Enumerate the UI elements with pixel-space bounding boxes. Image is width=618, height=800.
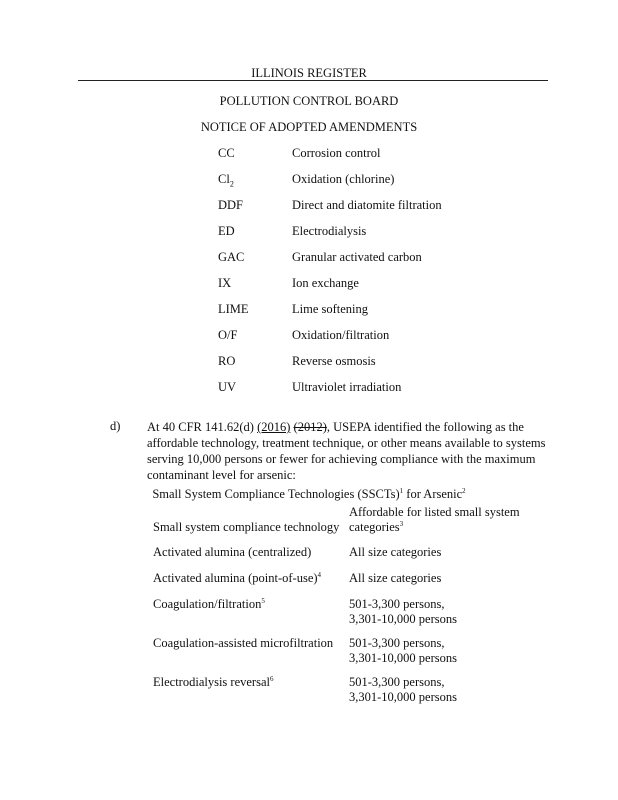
abbr-definition: Granular activated carbon [292, 250, 422, 264]
abbr-definition: Lime softening [292, 302, 369, 316]
header-rule [78, 80, 548, 81]
footnote-ref: 3 [399, 519, 404, 528]
abbr-definition: Oxidation (chlorine) [292, 172, 395, 186]
footnote-ref: 4 [317, 570, 322, 579]
abbr-term: UV [218, 380, 237, 394]
register-title: ILLINOIS REGISTER [251, 66, 367, 80]
abbr-definition: Oxidation/filtration [292, 328, 390, 342]
size-categories: 501-3,300 persons, 3,301-10,000 persons [349, 597, 457, 626]
abbr-definition: Ion exchange [292, 276, 359, 290]
abbr-definition: Electrodialysis [292, 224, 367, 238]
board-title: POLLUTION CONTROL BOARD [219, 94, 399, 108]
footnote-ref: 2 [462, 486, 466, 495]
technology-name: Activated alumina (centralized) [153, 545, 312, 559]
technology-name: Coagulation/filtration$^5$ [153, 596, 265, 611]
deleted-text: (2012) [293, 420, 327, 434]
size-categories: 501-3,300 persons, 3,301-10,000 persons [349, 636, 457, 665]
abbr-definition: Corrosion control [292, 146, 381, 160]
abbr-term: RO [218, 354, 236, 368]
abbr-term: CC [218, 146, 235, 160]
abbr-definition: Direct and diatomite filtration [292, 198, 442, 212]
size-categories: All size categories [349, 545, 442, 559]
abbr-term: O/F [218, 328, 238, 342]
inserted-text: (2016) [257, 420, 291, 434]
notice-title: NOTICE OF ADOPTED AMENDMENTS [200, 120, 418, 134]
technology-name: Electrodialysis reversal$^6$ [153, 674, 274, 689]
abbr-term: IX [218, 276, 232, 290]
abbr-term: ED [218, 224, 235, 238]
column-header-categories: Affordable for listed small system categories$^3$ [349, 505, 520, 534]
abbr-term: LIME [218, 302, 249, 316]
footnote-ref: 1 [399, 486, 404, 495]
abbr-term: GAC [218, 250, 245, 264]
column-header-technology: Small system compliance technology [153, 520, 340, 534]
size-categories: All size categories [349, 571, 442, 585]
size-categories: 501-3,300 persons, 3,301-10,000 persons [349, 675, 457, 704]
abbr-term: DDF [218, 198, 244, 212]
abbr-term: $Cl_2$ [218, 172, 234, 189]
paragraph-label: d) [110, 419, 121, 433]
technology-name: Activated alumina (point-of-use)$^4$ [153, 570, 322, 585]
footnote-ref: 6 [269, 674, 274, 683]
abbr-subscript: 2 [229, 179, 234, 189]
paragraph-d-text: At 40 CFR 141.62(d) (2016) (2012), USEPA identified the following as the affordable technology, treatment technique, or other means available to systems serving 10,000 persons or fewer for achieving compliance with the maximum contaminant level for arsenic: [147, 420, 546, 482]
footnote-ref: 5 [261, 596, 265, 605]
technology-name: Coagulation-assisted microfiltration [153, 636, 334, 650]
abbr-definition: Reverse osmosis [292, 354, 376, 368]
table-title: Small System Compliance Technologies (SSCTs)$^1$ for Arsenic$^2$ [152, 486, 466, 501]
abbr-definition: Ultraviolet irradiation [292, 380, 402, 394]
